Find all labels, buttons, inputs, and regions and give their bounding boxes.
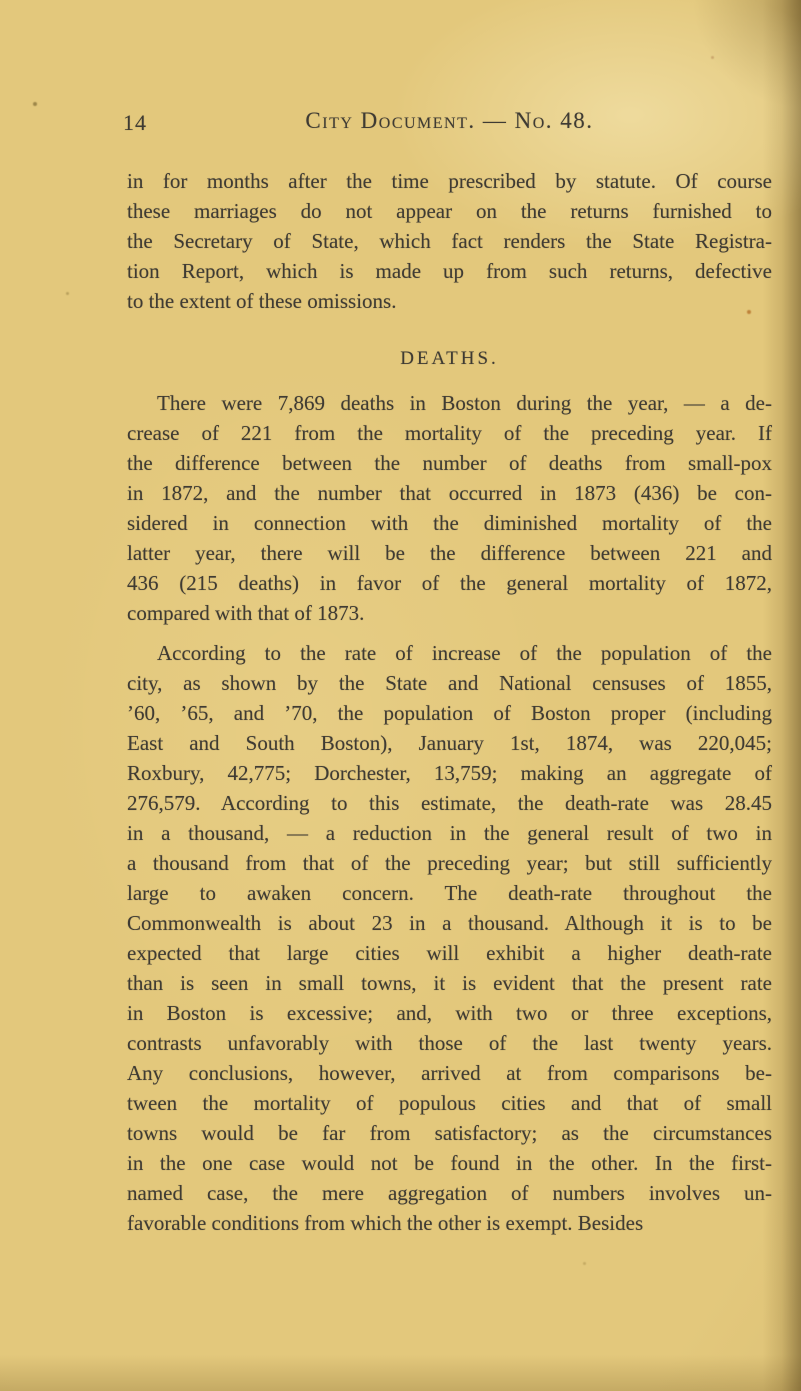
text-line: compared with that of 1873. — [127, 601, 365, 625]
text-line: to the extent of these omissions. — [127, 289, 397, 313]
text-line: in 1872, and the number that occurred in 1873 (436) be con- — [127, 481, 772, 505]
text-line: in a thousand, — a reduction in the general result of two in — [127, 821, 772, 845]
page-number: 14 — [123, 110, 147, 135]
paper-speck — [33, 102, 37, 106]
text-line: East and South Boston), January 1st, 1874, was 220,045; — [127, 731, 772, 755]
running-title: City Document. — No. 48. — [305, 108, 594, 133]
running-head — [123, 108, 772, 138]
text-line: a thousand from that of the preceding year; but still sufficiently — [127, 851, 772, 875]
text-line: large to awaken concern. The death-rate throughout the — [127, 881, 772, 905]
text-line: There were 7,869 deaths in Boston during the year, — a de- — [157, 391, 772, 415]
paragraph-population-deathrate — [127, 638, 772, 1238]
text-line: in for months after the time prescribed by statute. Of course — [127, 169, 772, 193]
text-line: than is seen in small towns, it is evident that the present rate — [127, 971, 772, 995]
text-line: in Boston is excessive; and, with two or three exceptions, — [127, 1001, 772, 1025]
text-line: Any conclusions, however, arrived at from comparisons be- — [127, 1061, 772, 1085]
text-line: sidered in connection with the diminished mortality of the — [127, 511, 772, 535]
paper-speck — [583, 1262, 586, 1265]
text-line: ’60, ’65, and ’70, the population of Boston proper (including — [127, 701, 772, 725]
text-line: 436 (215 deaths) in favor of the general mortality of 1872, — [127, 571, 772, 595]
text-line: named case, the mere aggregation of numbers involves un- — [127, 1181, 772, 1205]
paragraph-deaths-totals — [127, 388, 772, 628]
paper-speck — [66, 292, 69, 295]
paper-speck — [711, 56, 714, 59]
text-line: Commonwealth is about 23 in a thousand. Although it is to be — [127, 911, 772, 935]
text-line: city, as shown by the State and National censuses of 1855, — [127, 671, 772, 695]
paragraph-marriage-returns — [127, 166, 772, 316]
text-line: contrasts unfavorably with those of the last twenty years. — [127, 1031, 772, 1055]
text-line: latter year, there will be the difference between 221 and — [127, 541, 772, 565]
text-line: expected that large cities will exhibit a higher death-rate — [127, 941, 772, 965]
text-line: the difference between the number of deaths from small-pox — [127, 451, 772, 475]
text-line: crease of 221 from the mortality of the preceding year. If — [127, 421, 772, 445]
text-line: tion Report, which is made up from such returns, defective — [127, 259, 772, 283]
text-line: 276,579. According to this estimate, the death-rate was 28.45 — [127, 791, 772, 815]
text-line: these marriages do not appear on the returns furnished to — [127, 199, 772, 223]
text-block — [127, 166, 772, 1238]
text-line: favorable conditions from which the other is exempt. Besides — [127, 1211, 644, 1235]
section-heading-deaths: DEATHS. — [400, 348, 499, 369]
text-line: the Secretary of State, which fact renders the State Registra- — [127, 229, 772, 253]
text-line: tween the mortality of populous cities and that of small — [127, 1091, 772, 1115]
text-line: in the one case would not be found in the other. In the first- — [127, 1151, 772, 1175]
text-line: According to the rate of increase of the population of the — [157, 641, 772, 665]
text-line: Roxbury, 42,775; Dorchester, 13,759; making an aggregate of — [127, 761, 772, 785]
paper-speck — [747, 310, 751, 314]
text-line: towns would be far from satisfactory; as the circumstances — [127, 1121, 772, 1145]
